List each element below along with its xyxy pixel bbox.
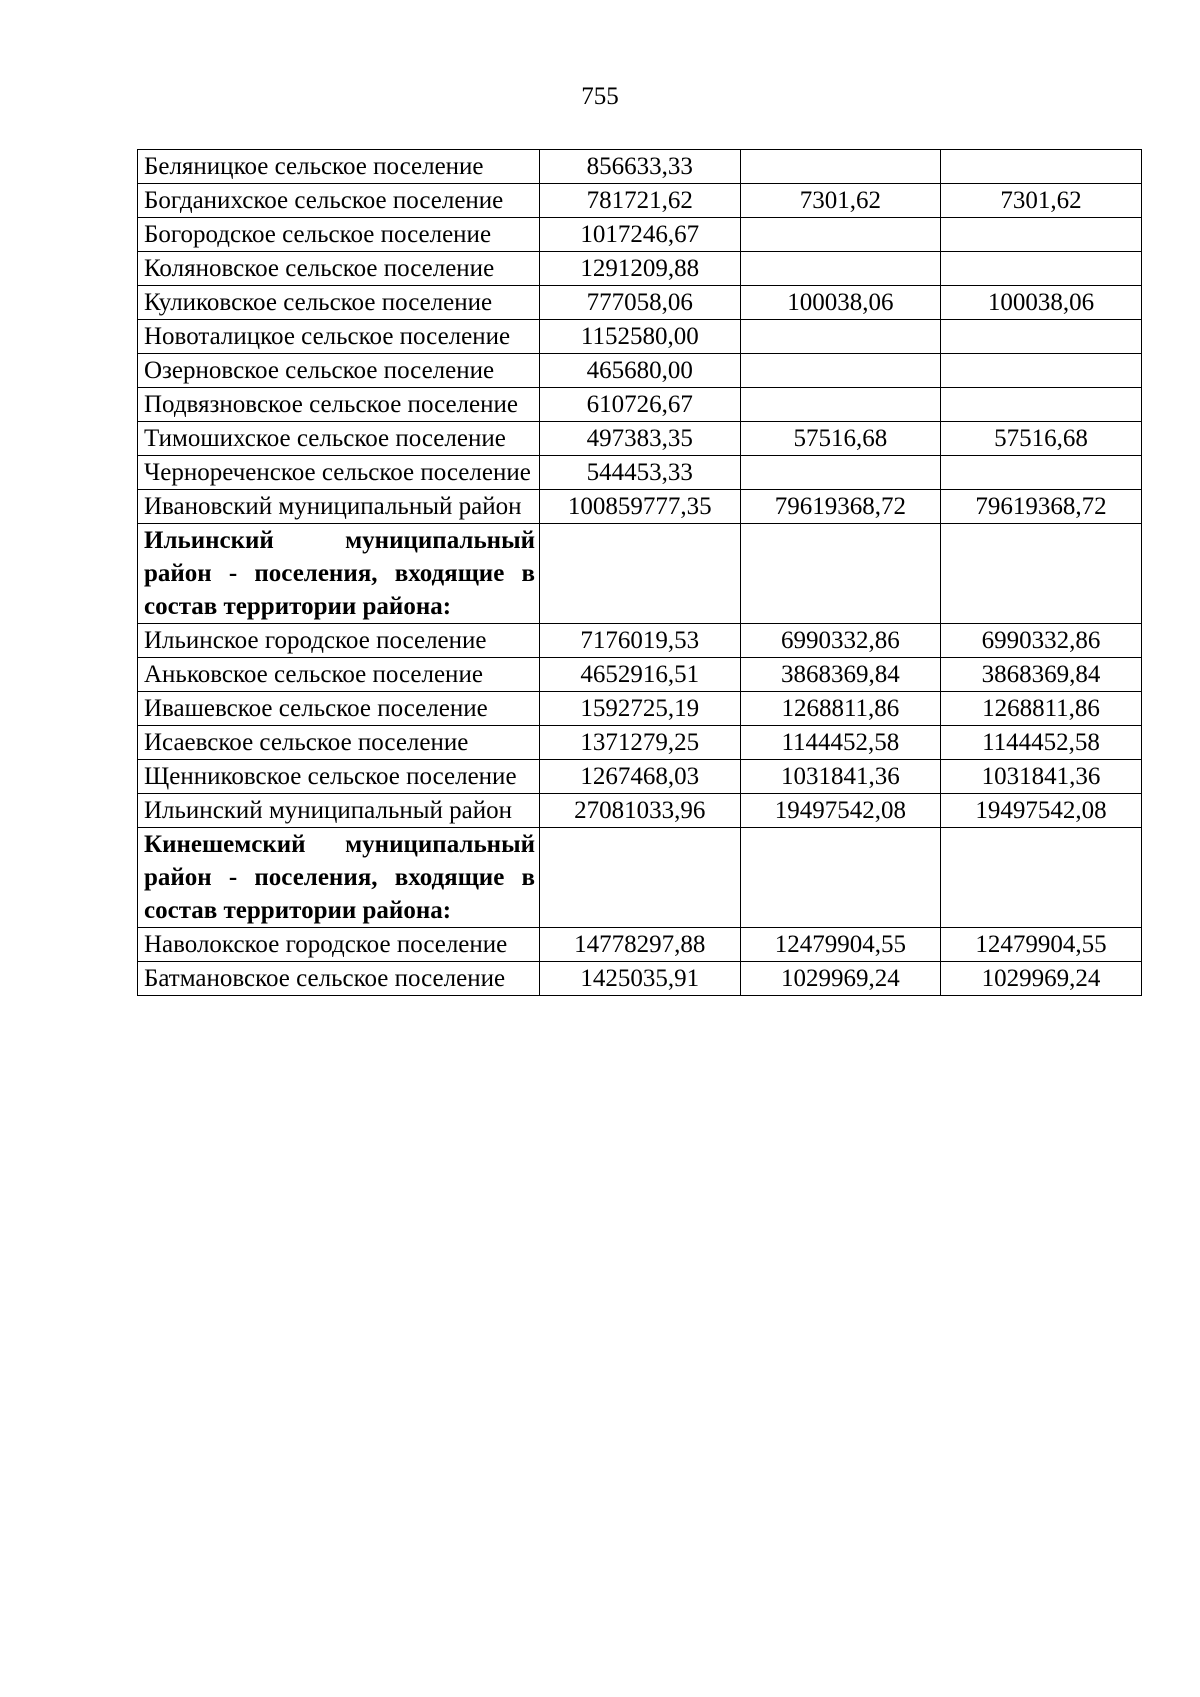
table-row bbox=[138, 150, 1142, 184]
table-row bbox=[138, 354, 1142, 388]
settlement-name-cell: Тимошихское сельское поселение bbox=[138, 422, 540, 456]
settlement-name-cell: Ивановский муниципальный район bbox=[138, 490, 540, 524]
amount-cell-col1: 1291209,88 bbox=[540, 252, 741, 286]
district-header-row bbox=[138, 828, 1142, 928]
page-number: 755 bbox=[581, 83, 619, 110]
amount-cell-col2 bbox=[740, 150, 941, 184]
table-row bbox=[138, 692, 1142, 726]
amount-cell-col3: 12479904,55 bbox=[941, 928, 1142, 962]
amount-cell-col2: 1029969,24 bbox=[740, 962, 941, 996]
amount-cell-col3 bbox=[941, 354, 1142, 388]
amount-cell-col1: 1592725,19 bbox=[540, 692, 741, 726]
amount-cell-col3: 57516,68 bbox=[941, 422, 1142, 456]
amount-cell-col2: 79619368,72 bbox=[740, 490, 941, 524]
amount-cell-col1: 544453,33 bbox=[540, 456, 741, 490]
amount-cell-col2: 19497542,08 bbox=[740, 794, 941, 828]
settlement-name-cell: Куликовское сельское поселение bbox=[138, 286, 540, 320]
amount-cell-col1: 100859777,35 bbox=[540, 490, 741, 524]
amount-cell-col1: 1371279,25 bbox=[540, 726, 741, 760]
table-row bbox=[138, 726, 1142, 760]
amount-cell-col3: 19497542,08 bbox=[941, 794, 1142, 828]
settlement-name-cell: Новоталицкое сельское поселение bbox=[138, 320, 540, 354]
amount-cell-col3: 7301,62 bbox=[941, 184, 1142, 218]
amount-cell-col1: 4652916,51 bbox=[540, 658, 741, 692]
amount-cell-col2: 6990332,86 bbox=[740, 624, 941, 658]
amount-cell-col2 bbox=[740, 252, 941, 286]
amount-cell-col2 bbox=[740, 218, 941, 252]
table-row bbox=[138, 928, 1142, 962]
amount-cell-col2: 1144452,58 bbox=[740, 726, 941, 760]
amount-cell-col3: 3868369,84 bbox=[941, 658, 1142, 692]
amount-cell-col3 bbox=[941, 388, 1142, 422]
amount-cell-col1: 27081033,96 bbox=[540, 794, 741, 828]
table-row bbox=[138, 456, 1142, 490]
settlement-name-cell: Ильинский муниципальный район bbox=[138, 794, 540, 828]
amount-cell-col3 bbox=[941, 218, 1142, 252]
district-header-cell: Ильинский муниципальный район - поселения, входящие в состав территории района: bbox=[138, 524, 540, 624]
table-row bbox=[138, 794, 1142, 828]
amount-cell-col2: 7301,62 bbox=[740, 184, 941, 218]
table-row bbox=[138, 286, 1142, 320]
amount-cell-col1 bbox=[540, 828, 741, 928]
settlement-name-cell: Исаевское сельское поселение bbox=[138, 726, 540, 760]
amount-cell-col1: 1152580,00 bbox=[540, 320, 741, 354]
amount-cell-col2 bbox=[740, 354, 941, 388]
table-row bbox=[138, 388, 1142, 422]
settlement-name-cell: Озерновское сельское поселение bbox=[138, 354, 540, 388]
settlement-name-cell: Беляницкое сельское поселение bbox=[138, 150, 540, 184]
amount-cell-col3: 6990332,86 bbox=[941, 624, 1142, 658]
amount-cell-col1: 781721,62 bbox=[540, 184, 741, 218]
table-row bbox=[138, 624, 1142, 658]
amount-cell-col3: 79619368,72 bbox=[941, 490, 1142, 524]
settlement-name-cell: Щенниковское сельское поселение bbox=[138, 760, 540, 794]
district-header-cell: Кинешемский муниципальный район - поселения, входящие в состав территории района: bbox=[138, 828, 540, 928]
amount-cell-col3: 1031841,36 bbox=[941, 760, 1142, 794]
amount-cell-col1: 1267468,03 bbox=[540, 760, 741, 794]
amount-cell-col1: 1425035,91 bbox=[540, 962, 741, 996]
amount-cell-col1: 7176019,53 bbox=[540, 624, 741, 658]
table-row bbox=[138, 218, 1142, 252]
amount-cell-col2: 57516,68 bbox=[740, 422, 941, 456]
table-row bbox=[138, 962, 1142, 996]
amount-cell-col1: 14778297,88 bbox=[540, 928, 741, 962]
amount-cell-col2 bbox=[740, 388, 941, 422]
amount-cell-col2 bbox=[740, 456, 941, 490]
table-row bbox=[138, 658, 1142, 692]
amount-cell-col2: 12479904,55 bbox=[740, 928, 941, 962]
amount-cell-col2: 3868369,84 bbox=[740, 658, 941, 692]
amount-cell-col2 bbox=[740, 828, 941, 928]
budget-table bbox=[137, 149, 1142, 996]
budget-table-body bbox=[138, 150, 1142, 996]
amount-cell-col1 bbox=[540, 524, 741, 624]
amount-cell-col3: 1144452,58 bbox=[941, 726, 1142, 760]
amount-cell-col1: 497383,35 bbox=[540, 422, 741, 456]
amount-cell-col3 bbox=[941, 150, 1142, 184]
amount-cell-col1: 856633,33 bbox=[540, 150, 741, 184]
table-row bbox=[138, 184, 1142, 218]
settlement-name-cell: Аньковское сельское поселение bbox=[138, 658, 540, 692]
settlement-name-cell: Богородское сельское поселение bbox=[138, 218, 540, 252]
amount-cell-col1: 777058,06 bbox=[540, 286, 741, 320]
amount-cell-col3 bbox=[941, 252, 1142, 286]
amount-cell-col3: 1268811,86 bbox=[941, 692, 1142, 726]
table-row bbox=[138, 320, 1142, 354]
settlement-name-cell: Батмановское сельское поселение bbox=[138, 962, 540, 996]
settlement-name-cell: Ивашевское сельское поселение bbox=[138, 692, 540, 726]
amount-cell-col3 bbox=[941, 828, 1142, 928]
amount-cell-col1: 465680,00 bbox=[540, 354, 741, 388]
table-row bbox=[138, 490, 1142, 524]
amount-cell-col2: 1268811,86 bbox=[740, 692, 941, 726]
settlement-name-cell: Наволокское городское поселение bbox=[138, 928, 540, 962]
amount-cell-col3 bbox=[941, 524, 1142, 624]
table-row bbox=[138, 252, 1142, 286]
amount-cell-col2: 100038,06 bbox=[740, 286, 941, 320]
table-row bbox=[138, 760, 1142, 794]
amount-cell-col3 bbox=[941, 320, 1142, 354]
amount-cell-col2: 1031841,36 bbox=[740, 760, 941, 794]
settlement-name-cell: Богданихское сельское поселение bbox=[138, 184, 540, 218]
amount-cell-col2 bbox=[740, 524, 941, 624]
settlement-name-cell: Чернореченское сельское поселение bbox=[138, 456, 540, 490]
amount-cell-col3: 100038,06 bbox=[941, 286, 1142, 320]
amount-cell-col3 bbox=[941, 456, 1142, 490]
settlement-name-cell: Ильинское городское поселение bbox=[138, 624, 540, 658]
district-header-row bbox=[138, 524, 1142, 624]
amount-cell-col1: 1017246,67 bbox=[540, 218, 741, 252]
amount-cell-col1: 610726,67 bbox=[540, 388, 741, 422]
settlement-name-cell: Коляновское сельское поселение bbox=[138, 252, 540, 286]
amount-cell-col2 bbox=[740, 320, 941, 354]
table-row bbox=[138, 422, 1142, 456]
amount-cell-col3: 1029969,24 bbox=[941, 962, 1142, 996]
settlement-name-cell: Подвязновское сельское поселение bbox=[138, 388, 540, 422]
